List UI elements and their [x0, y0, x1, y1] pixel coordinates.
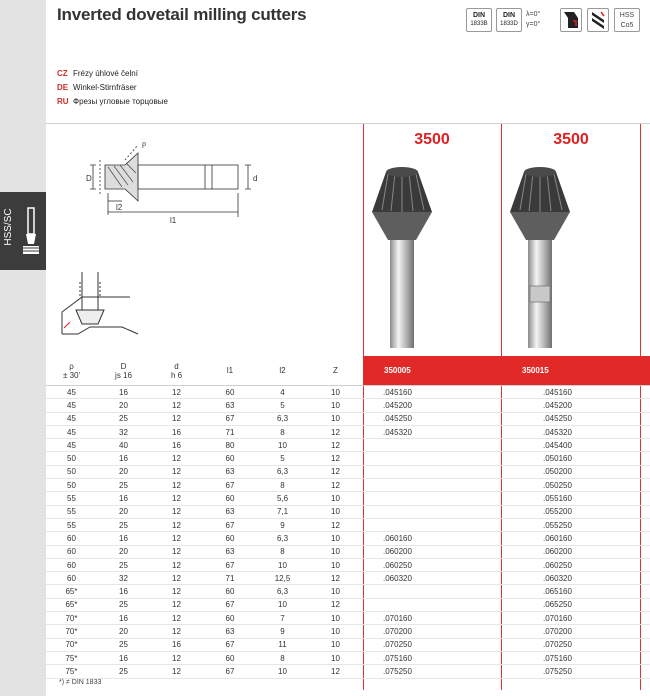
cell-D: 16	[97, 612, 150, 625]
cell-z: 10	[308, 651, 363, 664]
din-badge-2-top: DIN	[502, 12, 516, 19]
material-line-2: Co5	[620, 22, 634, 29]
hss-sc-cutter-icon	[20, 204, 42, 260]
cell-c2: .050200	[501, 465, 650, 478]
cell-d: 16	[150, 439, 203, 452]
col-header-l2: l2	[257, 356, 308, 386]
table-row	[46, 505, 650, 518]
cell-l2: 10	[257, 665, 308, 678]
cell-D: 20	[97, 399, 150, 412]
cell-z: 12	[308, 518, 363, 531]
cell-l2: 8	[257, 479, 308, 492]
product-code-2: 350015	[522, 366, 549, 375]
cell-l1: 60	[203, 585, 257, 598]
cell-p: 75*	[46, 665, 97, 678]
din-badge-1-bottom: 1833B	[470, 21, 488, 27]
cell-d: 12	[150, 612, 203, 625]
cell-c2: .055160	[501, 492, 650, 505]
cell-l2: 4	[257, 386, 308, 399]
cell-c2: .045400	[501, 439, 650, 452]
table-row	[46, 545, 650, 558]
cell-D: 20	[97, 505, 150, 518]
cell-l2: 9	[257, 518, 308, 531]
table-row	[46, 518, 650, 531]
cell-l1: 67	[203, 518, 257, 531]
cell-z: 10	[308, 532, 363, 545]
cell-D: 25	[97, 665, 150, 678]
cell-d: 12	[150, 598, 203, 611]
table-row	[46, 412, 650, 425]
cell-l1: 63	[203, 625, 257, 638]
rho-label: ρ	[142, 139, 146, 148]
table-row	[46, 665, 650, 678]
footnote: *) ≠ DIN 1833	[59, 679, 102, 686]
tooth-geometry-icon	[560, 8, 582, 32]
material-badge	[614, 8, 640, 32]
cell-z: 12	[308, 425, 363, 438]
cell-l1: 60	[203, 612, 257, 625]
cell-l2: 6,3	[257, 585, 308, 598]
l2-label: l2	[116, 203, 123, 212]
cell-l1: 67	[203, 479, 257, 492]
table-row	[46, 598, 650, 611]
category-tab-label: HSS/SC	[3, 208, 14, 246]
cell-z: 12	[308, 452, 363, 465]
cell-p: 55	[46, 518, 97, 531]
cell-l1: 60	[203, 651, 257, 664]
cell-c1: .075250	[363, 665, 501, 678]
cell-l1: 71	[203, 572, 257, 585]
cell-p: 45	[46, 412, 97, 425]
cell-p: 55	[46, 492, 97, 505]
page-title: Inverted dovetail milling cutters	[57, 5, 307, 24]
cell-d: 12	[150, 465, 203, 478]
cell-d: 12	[150, 505, 203, 518]
cell-D: 25	[97, 638, 150, 651]
cell-z: 12	[308, 439, 363, 452]
cell-l2: 9	[257, 625, 308, 638]
cell-c1: .060200	[363, 545, 501, 558]
cell-D: 25	[97, 598, 150, 611]
cell-c2: .045200	[501, 399, 650, 412]
cell-l1: 60	[203, 452, 257, 465]
cell-l1: 63	[203, 505, 257, 518]
cell-D: 16	[97, 492, 150, 505]
cell-D: 25	[97, 479, 150, 492]
cell-c1	[363, 492, 501, 505]
cutter-image-2	[506, 158, 586, 353]
cell-l2: 5	[257, 399, 308, 412]
table-row	[46, 399, 650, 412]
product-code-1: 350005	[384, 366, 411, 375]
cell-d: 12	[150, 572, 203, 585]
cell-l2: 8	[257, 545, 308, 558]
cell-l1: 60	[203, 386, 257, 399]
cell-z: 10	[308, 412, 363, 425]
specification-table	[46, 356, 650, 679]
cell-d: 12	[150, 558, 203, 571]
cell-l2: 7,1	[257, 505, 308, 518]
cell-l2: 10	[257, 598, 308, 611]
cell-D: 25	[97, 412, 150, 425]
cell-c1: .070160	[363, 612, 501, 625]
din-standard-badge-2	[496, 8, 522, 32]
col-header-d: d h 6	[150, 356, 203, 386]
cell-z: 12	[308, 665, 363, 678]
cell-c1: .045250	[363, 412, 501, 425]
cell-l1: 67	[203, 412, 257, 425]
table-row	[46, 638, 650, 651]
col-header-l1: l1	[203, 356, 257, 386]
cell-p: 55	[46, 505, 97, 518]
gamma-angle: γ=0°	[526, 21, 541, 28]
cell-l1: 67	[203, 558, 257, 571]
cell-l2: 5	[257, 452, 308, 465]
material-line-1: HSS	[619, 12, 635, 19]
cell-p: 45	[46, 386, 97, 399]
cell-c2: .070200	[501, 625, 650, 638]
cell-d: 12	[150, 532, 203, 545]
col-header-code-1	[363, 356, 501, 386]
cell-c2: .075250	[501, 665, 650, 678]
cell-c2: .050160	[501, 452, 650, 465]
cell-c1	[363, 518, 501, 531]
cell-l2: 6,3	[257, 532, 308, 545]
cell-c2: .060200	[501, 545, 650, 558]
cell-d: 12	[150, 386, 203, 399]
table-row	[46, 585, 650, 598]
cell-c1	[363, 585, 501, 598]
table-header-row	[46, 356, 650, 386]
cell-z: 10	[308, 399, 363, 412]
category-tab[interactable]	[0, 192, 46, 270]
cell-l1: 60	[203, 492, 257, 505]
cell-z: 12	[308, 465, 363, 478]
table-row	[46, 386, 650, 399]
cell-z: 10	[308, 625, 363, 638]
din-badge-2-bottom: 1833D	[500, 21, 518, 27]
cell-l1: 63	[203, 465, 257, 478]
cell-z: 12	[308, 572, 363, 585]
cell-c2: .055200	[501, 505, 650, 518]
cell-l2: 10	[257, 558, 308, 571]
cell-p: 50	[46, 479, 97, 492]
cell-c1	[363, 439, 501, 452]
cell-l2: 7	[257, 612, 308, 625]
table-row	[46, 532, 650, 545]
lambda-angle: λ=0°	[526, 11, 541, 18]
cell-c2: .045250	[501, 412, 650, 425]
cell-c1	[363, 505, 501, 518]
cell-D: 20	[97, 545, 150, 558]
cell-D: 40	[97, 439, 150, 452]
cell-p: 60	[46, 532, 97, 545]
table-row	[46, 465, 650, 478]
cell-p: 65*	[46, 598, 97, 611]
product-number-2: 3500	[553, 131, 589, 148]
cell-c2: .050250	[501, 479, 650, 492]
cell-c2: .065250	[501, 598, 650, 611]
col-header-code-2	[501, 356, 650, 386]
cell-c2: .070250	[501, 638, 650, 651]
cell-z: 12	[308, 479, 363, 492]
d-outer-label: D	[86, 174, 92, 183]
cell-D: 16	[97, 651, 150, 664]
l1-label: l1	[170, 216, 177, 225]
cell-l1: 67	[203, 638, 257, 651]
cell-d: 12	[150, 479, 203, 492]
table-row	[46, 612, 650, 625]
cell-D: 20	[97, 465, 150, 478]
cell-c1: .045200	[363, 399, 501, 412]
dimension-drawing	[80, 135, 300, 230]
cell-z: 10	[308, 638, 363, 651]
cell-c2: .060160	[501, 532, 650, 545]
cell-z: 12	[308, 598, 363, 611]
application-sketch	[60, 272, 140, 344]
table-row	[46, 439, 650, 452]
cell-d: 12	[150, 545, 203, 558]
cell-p: 45	[46, 399, 97, 412]
cell-p: 70*	[46, 625, 97, 638]
cell-c1: .060250	[363, 558, 501, 571]
cell-c1	[363, 598, 501, 611]
cell-c1: .060320	[363, 572, 501, 585]
cell-z: 10	[308, 505, 363, 518]
cell-D: 16	[97, 532, 150, 545]
cell-p: 45	[46, 425, 97, 438]
cell-D: 16	[97, 386, 150, 399]
cell-c2: .045320	[501, 425, 650, 438]
cell-d: 12	[150, 625, 203, 638]
table-row	[46, 651, 650, 664]
cell-d: 12	[150, 412, 203, 425]
cell-p: 50	[46, 465, 97, 478]
header-divider	[46, 123, 650, 124]
cell-p: 60	[46, 558, 97, 571]
cell-l1: 71	[203, 425, 257, 438]
cell-c1: .075160	[363, 651, 501, 664]
cell-l2: 5,6	[257, 492, 308, 505]
cell-D: 32	[97, 425, 150, 438]
d-shank-label: d	[253, 174, 258, 183]
cell-d: 12	[150, 452, 203, 465]
table-row	[46, 452, 650, 465]
cell-D: 16	[97, 585, 150, 598]
col-header-z: Z	[308, 356, 363, 386]
cell-c1: .045320	[363, 425, 501, 438]
lang-cz: CZ Frézy úhlové čelní	[57, 69, 138, 78]
cell-c1: .070250	[363, 638, 501, 651]
cell-d: 12	[150, 492, 203, 505]
table-row	[46, 492, 650, 505]
cell-p: 50	[46, 452, 97, 465]
cell-d: 12	[150, 399, 203, 412]
cell-d: 12	[150, 665, 203, 678]
table-row	[46, 425, 650, 438]
cell-l2: 11	[257, 638, 308, 651]
cell-l1: 80	[203, 439, 257, 452]
cell-l2: 6,3	[257, 412, 308, 425]
cell-D: 25	[97, 518, 150, 531]
table-row	[46, 625, 650, 638]
lang-ru: RU Фрезы угловые торцовые	[57, 97, 168, 106]
cell-d: 12	[150, 518, 203, 531]
helix-direction-icon	[587, 8, 609, 32]
cell-D: 32	[97, 572, 150, 585]
cell-p: 45	[46, 439, 97, 452]
cell-c2: .075160	[501, 651, 650, 664]
cell-p: 75*	[46, 651, 97, 664]
cell-D: 20	[97, 625, 150, 638]
cell-c1	[363, 452, 501, 465]
angle-values	[526, 8, 554, 34]
cell-l1: 63	[203, 545, 257, 558]
din-standard-badge-1	[466, 8, 492, 32]
col-header-p: ρ ± 30'	[46, 356, 97, 386]
cell-d: 12	[150, 651, 203, 664]
cell-d: 16	[150, 425, 203, 438]
lang-de: DE Winkel-Stirnfräser	[57, 83, 137, 92]
cell-c1: .045160	[363, 386, 501, 399]
cell-z: 10	[308, 558, 363, 571]
sidebar	[0, 0, 46, 696]
cell-l1: 67	[203, 665, 257, 678]
cell-p: 70*	[46, 612, 97, 625]
cell-c2: .070160	[501, 612, 650, 625]
cell-p: 65*	[46, 585, 97, 598]
cell-c2: .055250	[501, 518, 650, 531]
cell-d: 12	[150, 585, 203, 598]
cell-z: 10	[308, 545, 363, 558]
cell-l2: 8	[257, 651, 308, 664]
cell-c2: .060250	[501, 558, 650, 571]
cell-l2: 8	[257, 425, 308, 438]
cutter-image-1	[368, 158, 448, 353]
cell-c2: .060320	[501, 572, 650, 585]
cell-c1: .060160	[363, 532, 501, 545]
cell-d: 16	[150, 638, 203, 651]
cell-D: 16	[97, 452, 150, 465]
product-number-1: 3500	[414, 131, 450, 148]
table-row	[46, 479, 650, 492]
cell-l1: 60	[203, 532, 257, 545]
cell-z: 10	[308, 585, 363, 598]
cell-c1: .070200	[363, 625, 501, 638]
cell-l2: 12,5	[257, 572, 308, 585]
table-row	[46, 572, 650, 585]
cell-l1: 63	[203, 399, 257, 412]
cell-c2: .045160	[501, 386, 650, 399]
cell-l2: 10	[257, 439, 308, 452]
cell-c1	[363, 465, 501, 478]
cell-z: 10	[308, 492, 363, 505]
cell-z: 10	[308, 386, 363, 399]
cell-c1	[363, 479, 501, 492]
din-badge-1-top: DIN	[472, 12, 486, 19]
cell-z: 10	[308, 612, 363, 625]
col-header-D: D js 16	[97, 356, 150, 386]
table-row	[46, 558, 650, 571]
cell-l1: 67	[203, 598, 257, 611]
cell-c2: .065160	[501, 585, 650, 598]
language-translations	[57, 67, 168, 109]
cell-l2: 6,3	[257, 465, 308, 478]
cell-p: 60	[46, 572, 97, 585]
cell-p: 70*	[46, 638, 97, 651]
cell-D: 25	[97, 558, 150, 571]
cell-p: 60	[46, 545, 97, 558]
